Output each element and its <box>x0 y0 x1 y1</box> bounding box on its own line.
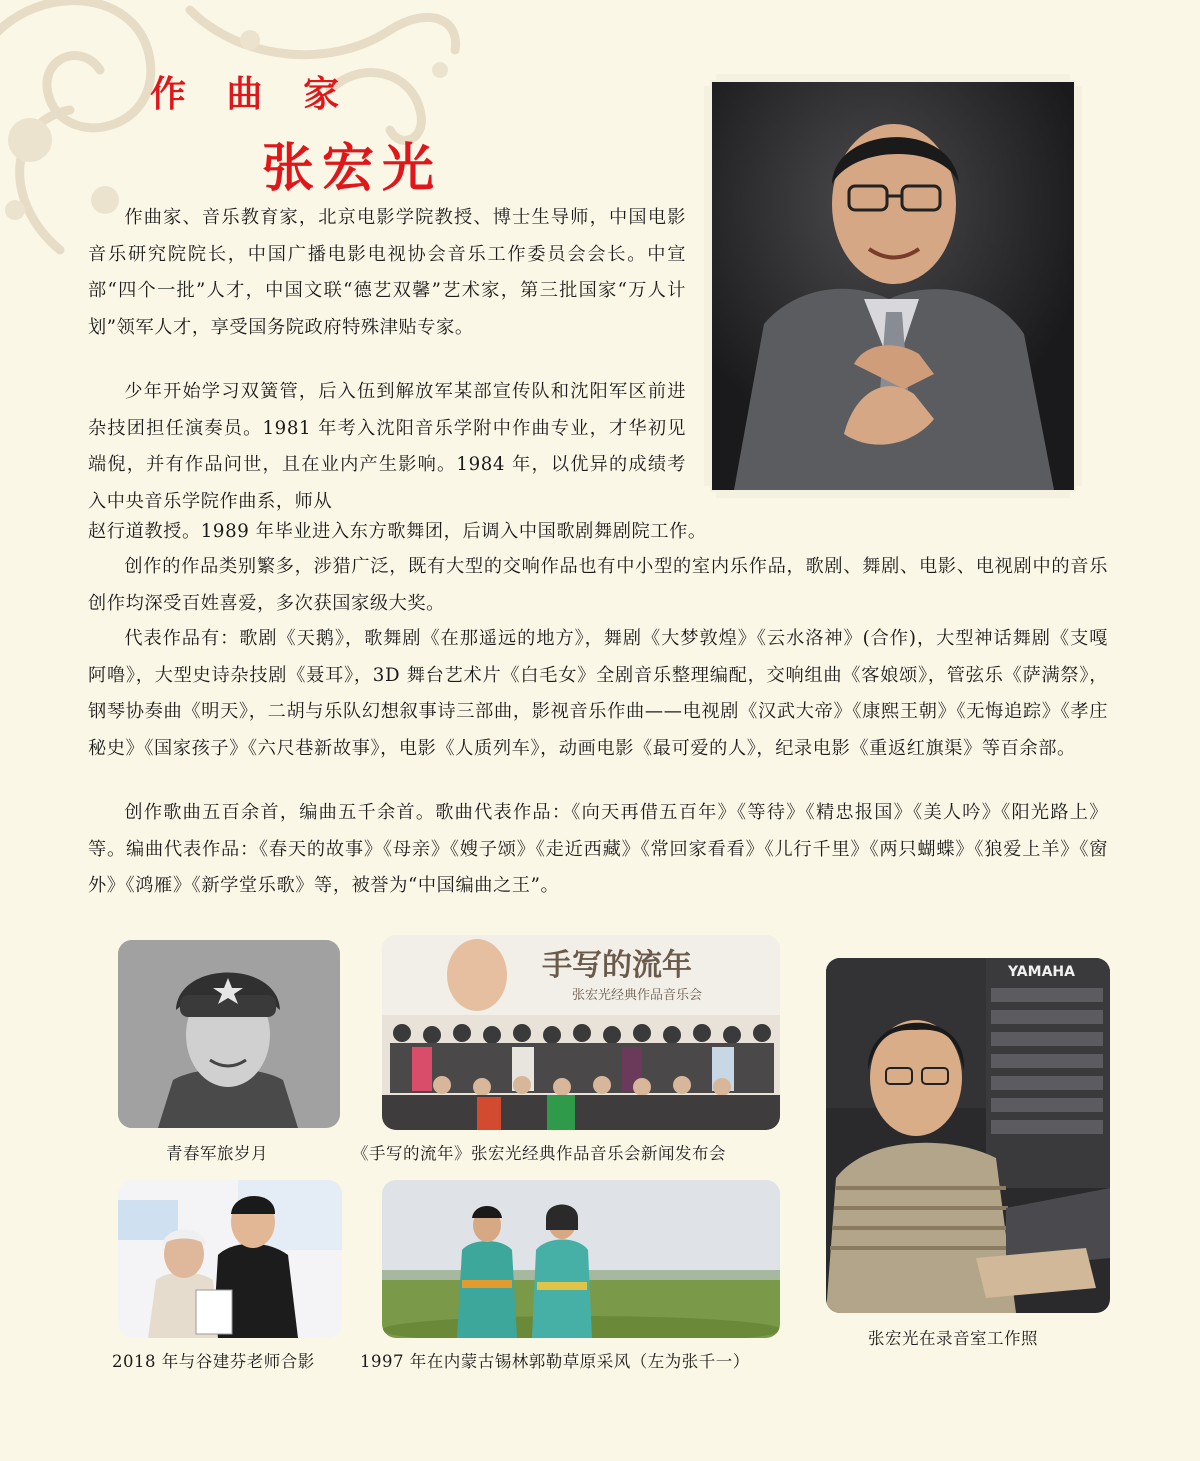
concert-banner-title: 手写的流年 <box>542 948 692 983</box>
bio-paragraph-representative-works: 代表作品有：歌剧《天鹅》，歌舞剧《在那遥远的地方》，舞剧《大梦敦煌》《云水洛神》(合作)，大型神话舞剧《支嘎阿噜》，大型史诗杂技剧《聂耳》，3D 舞台艺术片《白毛女》全剧音乐整理编配，交响组曲《客娘颂》，管弦乐《萨满祭》，钢琴协奏曲《明天》，二胡与乐队幻想叙事诗三部曲，影视音乐作曲——电视剧《汉武大帝》《康熙王朝》《无悔追踪》《孝庄秘史》《国家孩子》《六尺巷新故事》，电影《人质列车》，动画电影《最可爱的人》，纪录电影《重返红旗渠》等百余部。 <box>88 628 1108 759</box>
concert-press-caption: 《手写的流年》张宏光经典作品音乐会新闻发布会 <box>352 1144 726 1163</box>
teacher-photo-caption: 2018 年与谷建芬老师合影 <box>112 1352 315 1371</box>
bio-paragraph-songs: 创作歌曲五百余首，编曲五千余首。歌曲代表作品：《向天再借五百年》《等待》《精忠报国》《美人吟》《阳光路上》等。编曲代表作品：《春天的故事》《母亲》《嫂子颂》《走近西藏》《常回家看看》《儿行千里》《两只蝴蝶》《狼爱上羊》《窗外》《鸿雁》《新学堂乐歌》等，被誉为“中国编曲之王”。 <box>88 802 1108 897</box>
portrait-photo <box>704 74 1082 498</box>
grassland-photo-caption: 1997 年在内蒙古锡林郭勒草原采风（左为张千一） <box>360 1352 750 1371</box>
young-soldier-photo <box>118 940 340 1128</box>
concert-press-photo <box>382 935 780 1130</box>
studio-brand-label: YAMAHA <box>1008 964 1075 980</box>
person-name: 张宏光 <box>262 139 443 199</box>
concert-banner-subtitle: 张宏光经典作品音乐会 <box>572 988 703 1003</box>
teacher-photo <box>118 1180 342 1338</box>
studio-photo-caption: 张宏光在录音室工作照 <box>868 1329 1038 1348</box>
portrait-photo-frame <box>704 74 1082 498</box>
bio-paragraph-intro: 作曲家、音乐教育家，北京电影学院教授、博士生导师，中国电影音乐研究院院长，中国广播电影电视协会音乐工作委员会会长。中宣部“四个一批”人才，中国文联“德艺双馨”艺术家，第三批国家“万人计划”领军人才，享受国务院政府特殊津贴专家。 <box>88 207 686 338</box>
bio-paragraph-early-career-end: 赵行道教授。1989 年毕业进入东方歌舞团，后调入中国歌剧舞剧院工作。 <box>88 521 707 542</box>
young-soldier-caption: 青春军旅岁月 <box>166 1144 268 1163</box>
bio-paragraph-early-career: 少年开始学习双簧管，后入伍到解放军某部宣传队和沈阳军区前进杂技团担任演奏员。1981 年考入沈阳音乐学附中作曲专业，才华初见端倪，并有作品问世，且在业内产生影响。1984 年，以优异的成绩考入中央音乐学院作曲系，师从 <box>88 381 686 512</box>
grassland-photo <box>382 1180 780 1338</box>
bio-paragraph-works-overview: 创作的作品类别繁多，涉猎广泛，既有大型的交响作品也有中小型的室内乐作品，歌剧、舞剧、电影、电视剧中的音乐创作均深受百姓喜爱，多次获国家级大奖。 <box>88 556 1108 614</box>
studio-photo <box>826 958 1110 1313</box>
role-title: 作 曲 家 <box>150 74 354 115</box>
